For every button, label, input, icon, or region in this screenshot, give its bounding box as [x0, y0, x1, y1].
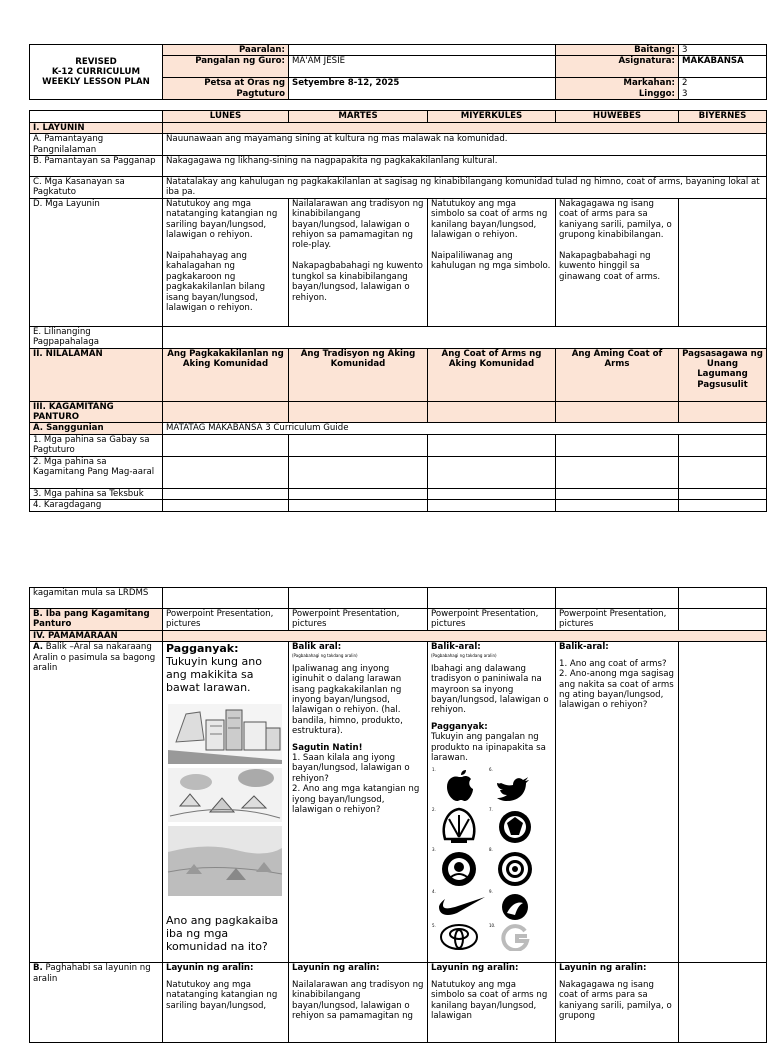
- toyota-logo: [432, 923, 477, 949]
- day-header-huwebes: HUWEBES: [556, 111, 679, 122]
- twitter-logo: [489, 767, 529, 801]
- plan-title: REVISED K-12 CURRICULUM WEEKLY LESSON PLAN: [30, 45, 163, 100]
- markahan-linggo-labels: Markahan: Linggo:: [556, 78, 679, 100]
- asignatura-value: MAKABANSA: [679, 56, 767, 78]
- paghahabi-biyernes: [679, 963, 767, 1043]
- balik-lunes: Pagganyak: Tukuyin kung ano ang makikita sa bawat larawan. Ano ang pagkakaiba iba ng mga komunidad na ito?: [163, 642, 289, 963]
- paghahabi-huwebes: Layunin ng aralin: Nakagagawa ng isang coat of arms para sa kaniyang sarili, pamilya, o grupong: [556, 963, 679, 1043]
- kagamitan-fill-5: [679, 401, 767, 423]
- dove-logo: [489, 889, 528, 920]
- nike-logo: [432, 889, 485, 915]
- gabay-label: 1. Mga pahina sa Gabay sa Pagtuturo: [30, 434, 163, 456]
- layunin-biyernes: [679, 198, 767, 326]
- shell-logo: [432, 807, 474, 843]
- coastal-image: [168, 826, 282, 896]
- target-logo: [489, 807, 531, 843]
- svg-text:4.: 4.: [432, 889, 436, 895]
- row-text-kasanayan: Natatalakay ang kahulugan ng pagkakakilanlan at sagisag ng kinabibilangang komunidad tulad ng himno, coat of arms, bayaning lokal at iba pa.: [163, 177, 767, 199]
- section-pamamaraan-fill: [163, 631, 767, 642]
- teksbuk-label: 3. Mga pahina sa Teksbuk: [30, 488, 163, 499]
- sanggunian-value: MATATAG MAKABANSA 3 Curriculum Guide: [163, 423, 767, 434]
- section-nilalaman: II. NILALAMAN: [30, 348, 163, 401]
- section-layunin: I. LAYUNIN: [30, 122, 163, 133]
- svg-text:2.: 2.: [432, 807, 436, 813]
- section-pamamaraan: IV. PAMAMARAAN: [30, 631, 163, 642]
- wifi-logo: [489, 847, 532, 886]
- layunin-lunes: Natutukoy ang mga natatanging katangian ng sariling bayan/lungsod, lalawigan o rehiyon. Naipahahayag ang kahalagahan ng pagkakaroon ng pagkakakilanlan bilang isang bayan/lungsod, lalawigan o rehiyon.: [163, 198, 289, 326]
- svg-text:5.: 5.: [432, 923, 436, 929]
- kagamitan-fill-4: [556, 401, 679, 423]
- balik-aral-label: A. Balik –Aral sa nakaraang Aralin o pasimula sa bagong aralin: [30, 642, 163, 963]
- day-header-biyernes: BIYERNES: [679, 111, 767, 122]
- kagamitan-fill-1: [163, 401, 289, 423]
- row-label-pagpapahalaga: E. Lilinanging Pagpapahalaga: [30, 326, 163, 348]
- petsa-label: Petsa at Oras ng Pagtuturo: [163, 78, 289, 100]
- petsa-value: Setyembre 8-12, 2025: [289, 78, 556, 100]
- iba-label: B. Iba pang Kagamitang Panturo: [30, 609, 163, 631]
- lesson-plan-table-page-2: [29, 587, 767, 1043]
- paaralan-label: Paaralan:: [163, 45, 289, 56]
- karagdagang-label: 4. Karagdagang: [30, 500, 163, 511]
- guro-label: Pangalan ng Guro:: [163, 56, 289, 78]
- guro-value: MA'AM JESIE: [289, 56, 556, 78]
- row-label-pamantayang-pangnilalaman: A. Pamantayang Pangnilalaman: [30, 134, 163, 156]
- section-layunin-fill: [163, 122, 767, 133]
- day-header-martes: MARTES: [289, 111, 428, 122]
- row-label-layunin: D. Mga Layunin: [30, 198, 163, 326]
- balik-huwebes: Balik-aral: 1. Ano ang coat of arms? 2. Ano-anong mga sagisag ang nakita sa coat of arms ng ating bayan/lungsod, lalawigan o rehiyon?: [556, 642, 679, 963]
- kagamitan-fill-3: [428, 401, 556, 423]
- nilalaman-miyerkules: Ang Coat of Arms ng Aking Komunidad: [428, 348, 556, 401]
- sanggunian-label: A. Sanggunian: [30, 423, 163, 434]
- iba-miyerkules: Powerpoint Presentation, pictures: [428, 609, 556, 631]
- svg-text:3.: 3.: [432, 847, 436, 853]
- markahan-linggo-values: 2 3: [679, 78, 767, 100]
- nilalaman-huwebes: Ang Aming Coat of Arms: [556, 348, 679, 401]
- day-header-lunes: LUNES: [163, 111, 289, 122]
- iba-lunes: Powerpoint Presentation, pictures: [163, 609, 289, 631]
- iba-martes: Powerpoint Presentation, pictures: [289, 609, 428, 631]
- lrdms-label: kagamitan mula sa LRDMS: [30, 588, 163, 609]
- row-label-kasanayan: C. Mga Kasanayan sa Pagkatuto: [30, 177, 163, 199]
- day-header-miyerkules: MIYERKULES: [428, 111, 556, 122]
- svg-text:1.: 1.: [432, 767, 436, 773]
- balik-martes: Balik aral: (Pagbabahagi ng takdang aralin) Ipaliwanag ang inyong iginuhit o dalang larawan isang pagkakakilanlan ng inyong bayan/lungsod, lalawigan o rehiyon. (hal. bandila, himno, produkto, estruktura). Sagutin Natin! 1. Saan kilala ang iyong bayan/lungsod, lalawigan o rehiyon? 2. Ano ang mga katangian ng iyong bayan/lungsod, lalawigan o rehiyon?: [289, 642, 428, 963]
- nilalaman-biyernes: Pagsasagawa ng Unang Lagumang Pagsusulit: [679, 348, 767, 401]
- paaralan-value: [289, 45, 556, 56]
- google-logo: [489, 923, 527, 950]
- iba-biyernes: [679, 609, 767, 631]
- baitang-label: Baitang:: [556, 45, 679, 56]
- svg-text:6.: 6.: [489, 767, 493, 773]
- layunin-huwebes: Nakagagawa ng isang coat of arms para sa kaniyang sarili, pamilya, o grupong kinabibilangan. Nakapagbabahagi ng kuwento hinggil sa ginawang coat of arms.: [556, 198, 679, 326]
- row-label-pamantayan-pagganap: B. Pamantayan sa Pagganap: [30, 156, 163, 177]
- community-images: [166, 702, 284, 898]
- apple-logo: [431, 765, 487, 803]
- spacer: [30, 100, 767, 111]
- row-text-pagpapahalaga: [163, 326, 767, 348]
- paghahabi-martes: Layunin ng aralin: Nailalarawan ang tradisyon ng kinabibilangang bayan/lungsod, lalawigan o rehiyon sa pamamagitan ng: [289, 963, 428, 1043]
- balik-miyerkules: Balik-aral: (Pagbabahagi ng takdang aralin) Ibahagi ang dalawang tradisyon o paniniwala na mayroon sa inyong bayan/lungsod, lalawigan o rehiyon. Pagganyak: Tukuyin ang pangalan ng produkto na ipinapakita sa larawan. 1. 6. 2. 7. 3. 8. 4. 9. 5. 10.: [428, 642, 556, 963]
- svg-text:8.: 8.: [489, 847, 493, 853]
- nilalaman-martes: Ang Tradisyon ng Aking Komunidad: [289, 348, 428, 401]
- village-image: [168, 768, 282, 822]
- city-image: [168, 704, 282, 764]
- paghahabi-label: B. Paghahabi sa layunin ng aralin: [30, 963, 163, 1043]
- iba-huwebes: Powerpoint Presentation, pictures: [556, 609, 679, 631]
- baitang-value: 3: [679, 45, 767, 56]
- asignatura-label: Asignatura:: [556, 56, 679, 78]
- lesson-plan-table-page-1: [29, 44, 767, 512]
- section-kagamitan: III. KAGAMITANG PANTURO: [30, 401, 163, 423]
- svg-text:9.: 9.: [489, 889, 493, 895]
- layunin-miyerkules: Natutukoy ang mga simbolo sa coat of arms ng kanilang bayan/lungsod, lalawigan o rehiyon. Naipaliliwanag ang kahulugan ng mga simbolo.: [428, 198, 556, 326]
- svg-text:7.: 7.: [489, 807, 493, 813]
- paghahabi-miyerkules: Layunin ng aralin: Natutukoy ang mga simbolo sa coat of arms ng kanilang bayan/lungsod, lalawigan: [428, 963, 556, 1043]
- kagamitan-fill-2: [289, 401, 428, 423]
- kagamitan-mag-aaral-label: 2. Mga pahina sa Kagamitang Pang Mag-aaral: [30, 456, 163, 488]
- row-text-pamantayang-pangnilalaman: Nauunawaan ang mayamang sining at kultura ng mas malawak na komunidad.: [163, 134, 767, 156]
- nilalaman-lunes: Ang Pagkakakilanlan ng Aking Komunidad: [163, 348, 289, 401]
- brand-logos: [431, 765, 543, 951]
- paghahabi-lunes: Layunin ng aralin: Natutukoy ang mga natatanging katangian ng sariling bayan/lungsod,: [163, 963, 289, 1043]
- svg-text:10.: 10.: [489, 923, 496, 929]
- day-header-blank: [30, 111, 163, 122]
- row-text-pamantayan-pagganap: Nakagagawa ng likhang-sining na nagpapakita ng pagkakakilanlang kultural.: [163, 156, 767, 177]
- starbucks-logo: [432, 847, 476, 886]
- balik-biyernes: [679, 642, 767, 963]
- layunin-martes: Nailalarawan ang tradisyon ng kinabibilangang bayan/lungsod, lalawigan o rehiyon sa pamamagitan ng role-play. Nakapagbabahagi ng kuwento tungkol sa kinabibilangang bayan/lungsod, lalawigan o rehiyon.: [289, 198, 428, 326]
